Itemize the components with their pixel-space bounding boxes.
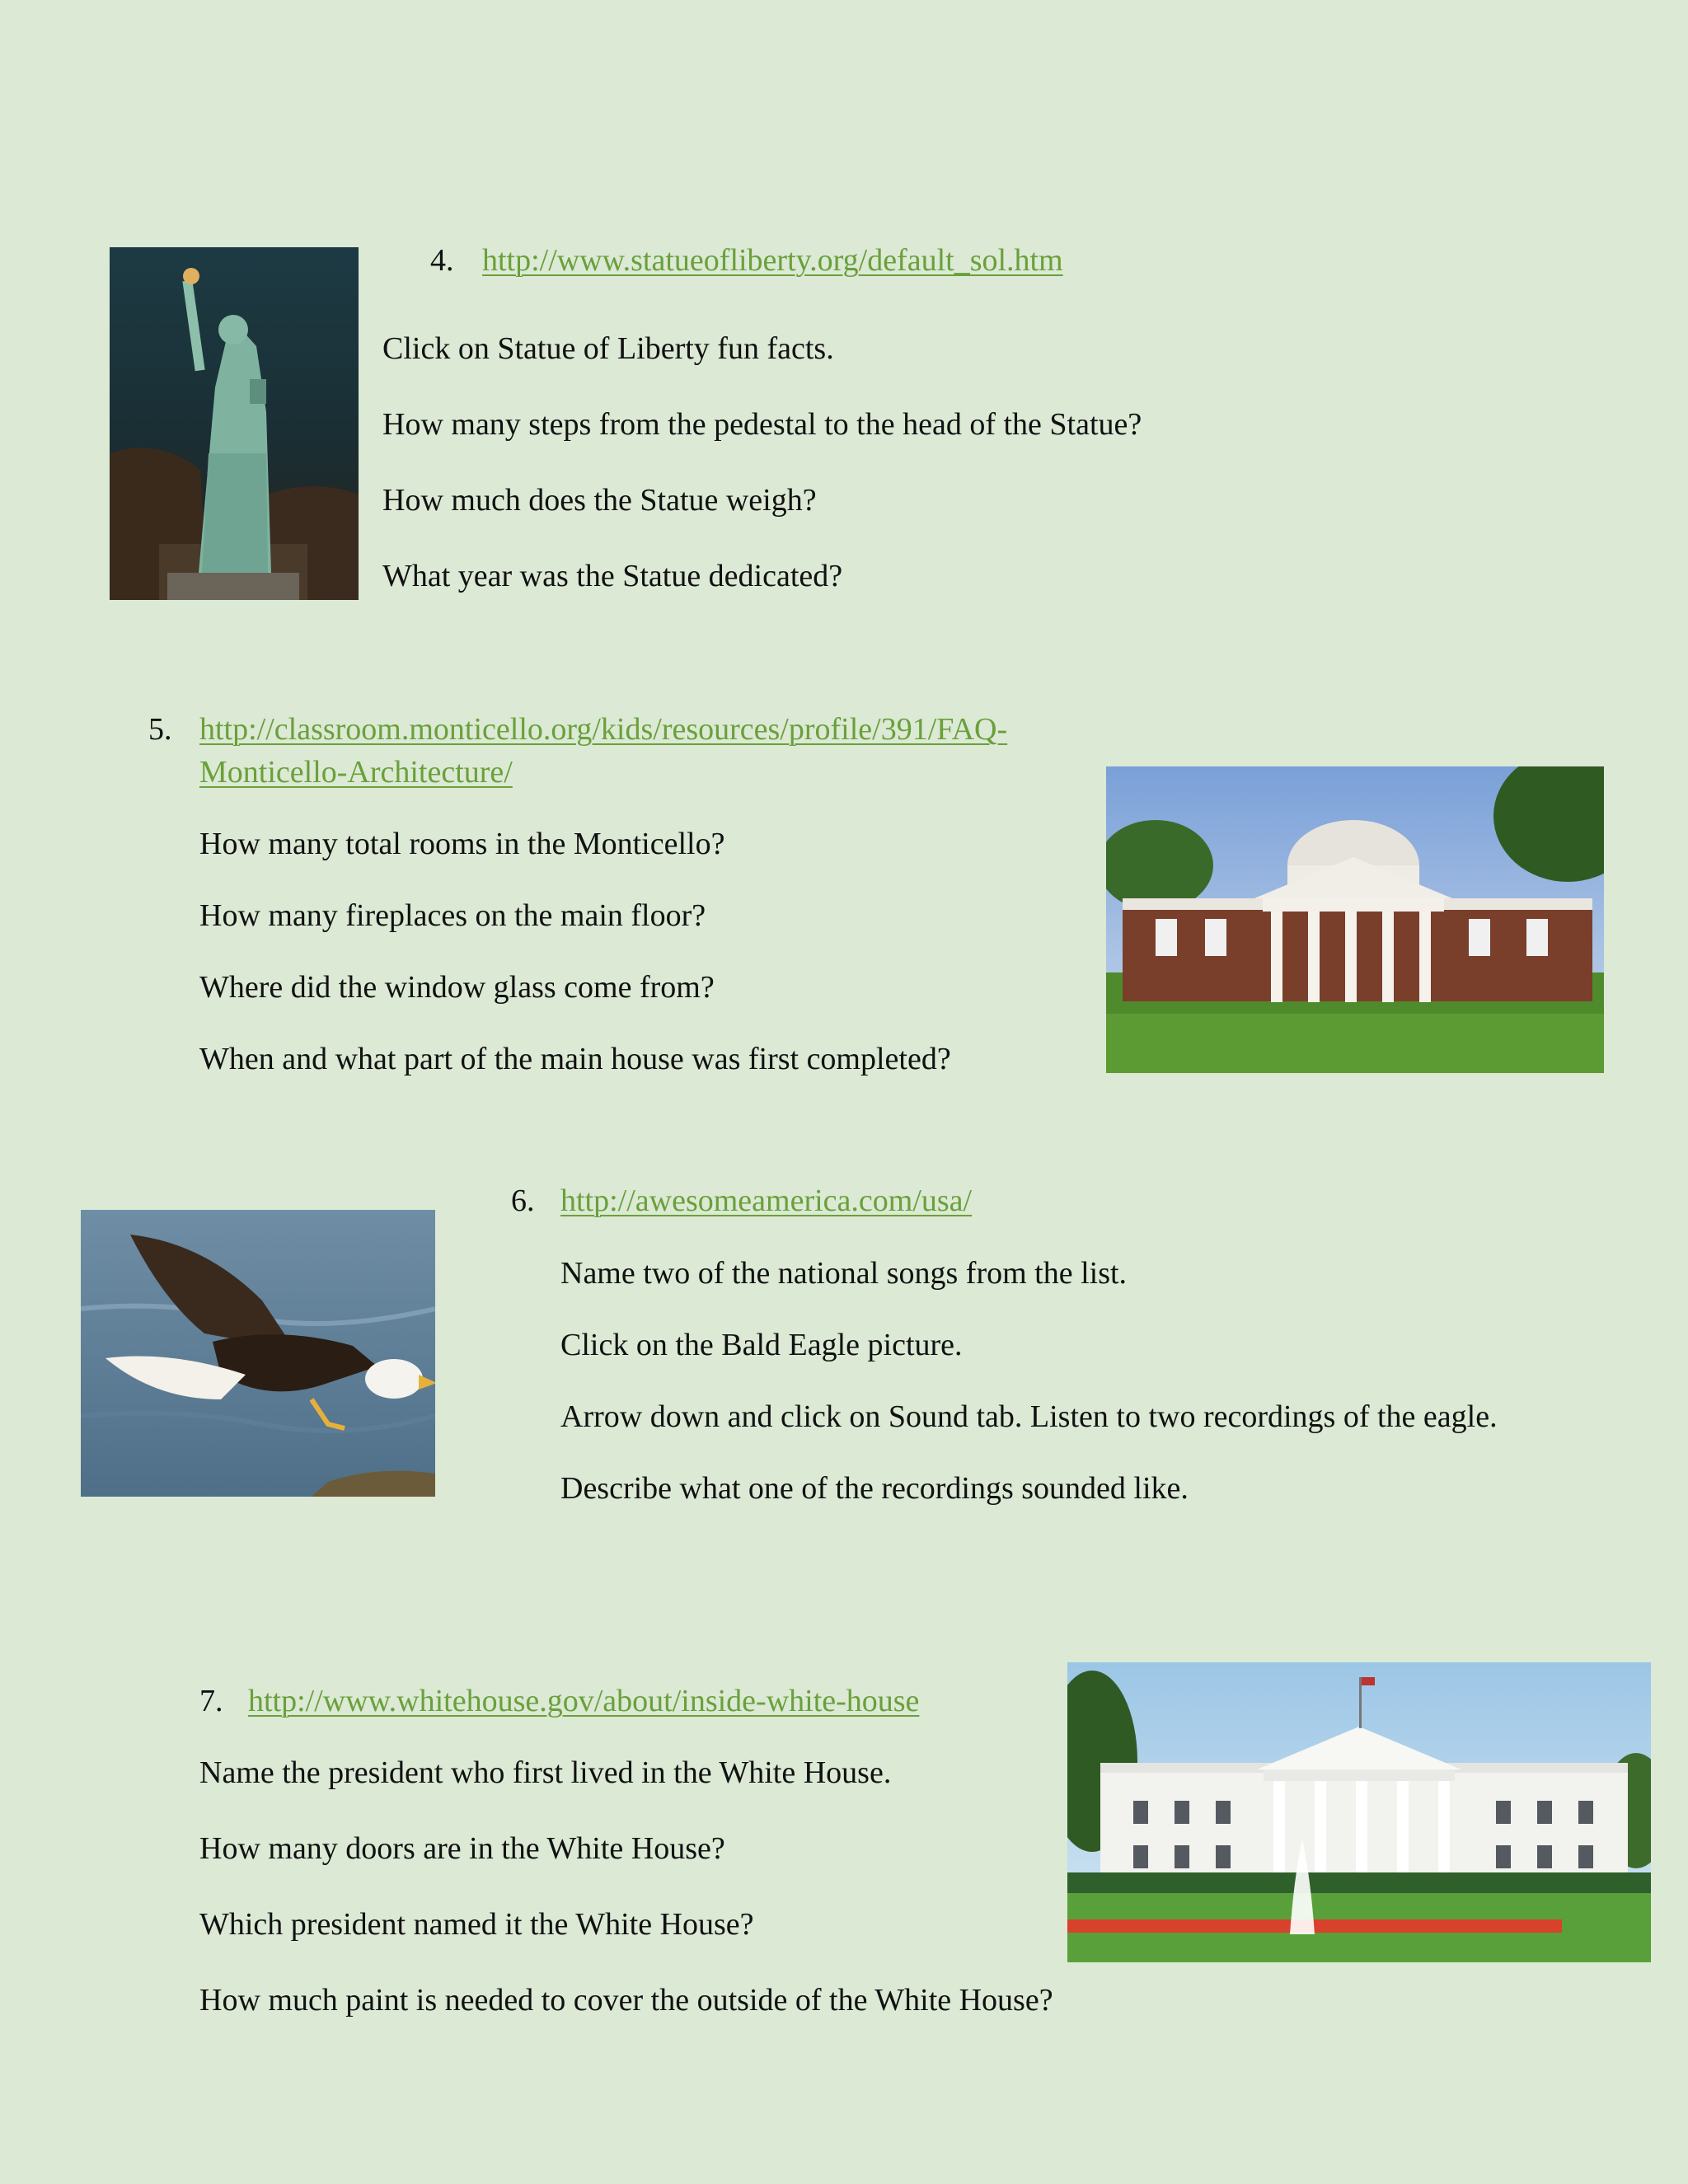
question-line: How many steps from the pedestal to the head of the Statue? <box>382 407 1142 442</box>
question-line: Click on Statue of Liberty fun facts. <box>382 331 834 366</box>
statue-of-liberty-image <box>110 247 359 600</box>
item-number-5: 5. <box>148 712 172 747</box>
question-line: How much paint is needed to cover the outside of the White House? <box>199 1983 1053 2018</box>
monticello-image <box>1106 766 1604 1073</box>
question-line: Arrow down and click on Sound tab. Listen to two recordings of the eagle. <box>560 1399 1498 1434</box>
white-house-image <box>1067 1662 1651 1962</box>
monticello-link-line1[interactable]: http://classroom.monticello.org/kids/resources/profile/391/FAQ- <box>199 712 1008 747</box>
statue-of-liberty-link[interactable]: http://www.statueofliberty.org/default_sol.htm <box>482 243 1063 278</box>
question-line: How many fireplaces on the main floor? <box>199 898 706 933</box>
question-line: Describe what one of the recordings sounded like. <box>560 1471 1189 1506</box>
awesome-america-link[interactable]: http://awesomeamerica.com/usa/ <box>560 1183 973 1218</box>
question-line: Name two of the national songs from the list. <box>560 1256 1128 1291</box>
monticello-link-line2[interactable]: Monticello-Architecture/ <box>199 755 513 790</box>
question-line: Where did the window glass come from? <box>199 970 715 1005</box>
question-line: Name the president who first lived in the White House. <box>199 1755 892 1790</box>
item-number-4: 4. <box>430 243 454 278</box>
item-number-7: 7. <box>199 1684 223 1718</box>
question-line: Which president named it the White House? <box>199 1907 754 1942</box>
question-line: What year was the Statue dedicated? <box>382 559 843 593</box>
question-line: How many total rooms in the Monticello? <box>199 827 725 861</box>
bald-eagle-image <box>81 1210 435 1497</box>
question-line: Click on the Bald Eagle picture. <box>560 1328 963 1362</box>
question-line: How much does the Statue weigh? <box>382 483 817 518</box>
question-line: How many doors are in the White House? <box>199 1831 725 1866</box>
white-house-link[interactable]: http://www.whitehouse.gov/about/inside-white-house <box>248 1684 920 1718</box>
question-line: When and what part of the main house was first completed? <box>199 1042 951 1076</box>
item-number-6: 6. <box>511 1183 535 1218</box>
